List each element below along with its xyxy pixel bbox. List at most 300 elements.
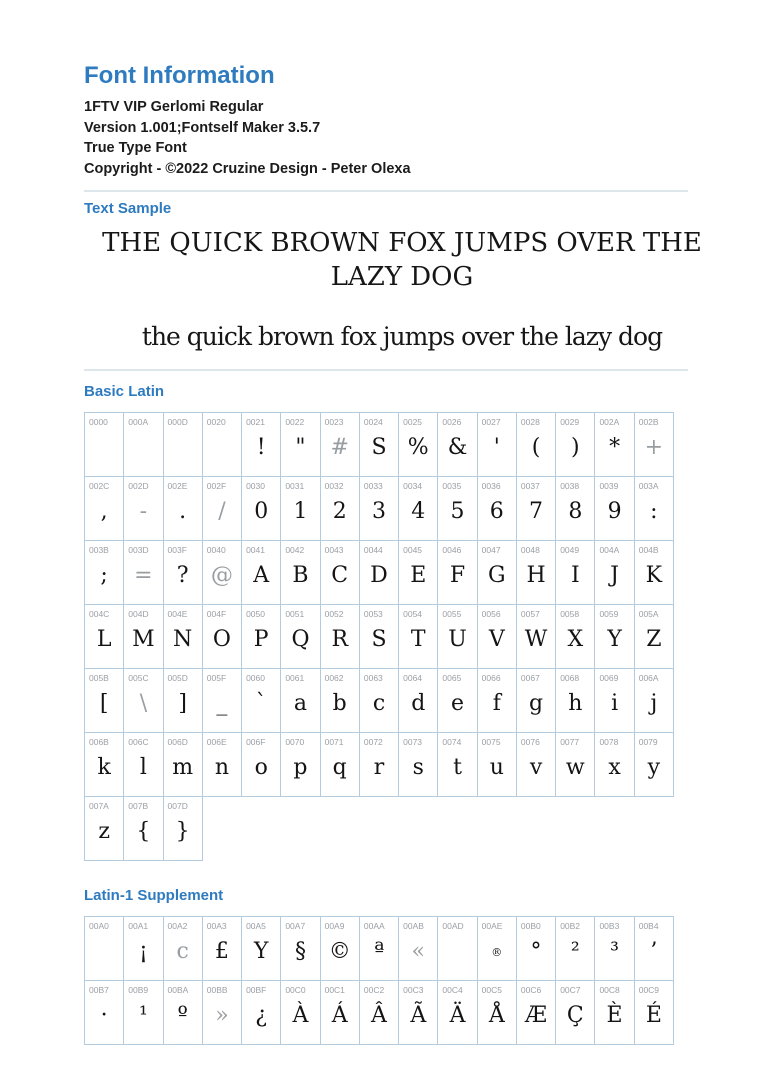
glyph-cell — [634, 412, 674, 477]
codepoint-label: 0021 — [246, 417, 265, 427]
glyph: § — [294, 939, 306, 964]
codepoint-label: 0070 — [285, 737, 305, 747]
codepoint-label: 0065 — [442, 673, 462, 683]
glyph-cell — [123, 916, 163, 981]
glyph-cell — [516, 732, 556, 797]
glyph-cell — [163, 604, 203, 669]
glyph-cell — [398, 916, 438, 981]
glyph: Â — [371, 1003, 387, 1028]
glyph-cell — [241, 916, 281, 981]
glyph: } — [175, 819, 190, 844]
glyph-row — [84, 796, 688, 861]
codepoint-label: 00A1 — [128, 921, 149, 931]
glyph-cell — [84, 916, 124, 981]
glyph: * — [609, 435, 621, 460]
glyph-cell — [320, 732, 360, 797]
codepoint-label: 0066 — [481, 673, 501, 683]
codepoint-label: 0045 — [403, 545, 423, 555]
glyph-cell — [84, 540, 124, 605]
glyph: Á — [331, 1003, 348, 1028]
glyph: K — [645, 563, 663, 588]
glyph-cell — [594, 916, 634, 981]
glyph: « — [411, 939, 425, 964]
glyph-row — [84, 412, 688, 477]
glyph-cell — [359, 604, 399, 669]
glyph-cell — [398, 980, 438, 1045]
codepoint-label: 0048 — [520, 545, 540, 555]
glyph: N — [173, 627, 193, 652]
glyph: È — [606, 1003, 623, 1028]
codepoint-label: 0069 — [599, 673, 619, 683]
codepoint-label: 002B — [638, 417, 659, 427]
codepoint-label: 00A0 — [89, 921, 109, 931]
glyph-row — [84, 668, 688, 733]
glyph: [ — [99, 691, 109, 716]
codepoint-label: 006B — [89, 737, 109, 747]
glyph: " — [295, 435, 306, 460]
glyph-cell — [516, 980, 556, 1045]
glyph-cell — [320, 604, 360, 669]
glyph-cell — [516, 540, 556, 605]
glyph: ! — [256, 435, 266, 460]
glyph-cell — [555, 412, 595, 477]
glyph: S — [371, 627, 387, 652]
glyph-cell — [477, 668, 517, 733]
glyph: I — [570, 563, 580, 588]
glyph-cell — [202, 732, 242, 797]
glyph-cell — [437, 476, 477, 541]
glyph-cell — [634, 540, 674, 605]
text-sample-uppercase: THE QUICK BROWN FOX JUMPS OVER THE LAZY DOG — [102, 228, 702, 292]
glyph-cell — [320, 540, 360, 605]
latin1-supplement-grid — [84, 916, 688, 1045]
glyph-cell — [241, 980, 281, 1045]
codepoint-label: 00A5 — [246, 921, 266, 931]
codepoint-label: 0060 — [246, 673, 265, 683]
codepoint-label: 00C9 — [638, 985, 660, 995]
glyph: ¿ — [255, 1003, 268, 1028]
glyph: Å — [488, 1003, 505, 1028]
codepoint-label: 004E — [167, 609, 188, 619]
glyph: ¹ — [138, 1003, 148, 1028]
glyph-cell — [516, 604, 556, 669]
codepoint-label: 00C5 — [481, 985, 502, 995]
text-sample-heading: Text Sample — [84, 200, 172, 217]
glyph: d — [411, 691, 426, 716]
codepoint-label: 0059 — [599, 609, 619, 619]
glyph: s — [412, 755, 424, 780]
glyph: e — [451, 691, 465, 716]
codepoint-label: 00B0 — [520, 921, 541, 931]
glyph-cell — [202, 916, 242, 981]
codepoint-label: 0032 — [324, 481, 344, 491]
glyph-cell — [594, 732, 634, 797]
glyph-cell — [280, 540, 320, 605]
glyph-cell — [84, 732, 124, 797]
glyph: + — [644, 435, 664, 460]
glyph-cell — [477, 412, 517, 477]
codepoint-label: 0025 — [403, 417, 423, 427]
glyph-cell — [84, 796, 124, 861]
glyph-cell — [555, 980, 595, 1045]
glyph-cell — [594, 540, 634, 605]
glyph: ; — [100, 563, 108, 588]
glyph-cell — [280, 916, 320, 981]
glyph-cell — [398, 604, 438, 669]
glyph: i — [611, 691, 619, 716]
glyph-cell — [241, 412, 281, 477]
codepoint-label: 0050 — [246, 609, 265, 619]
glyph-cell — [437, 980, 477, 1045]
glyph: º — [177, 1003, 188, 1028]
glyph: E — [410, 563, 427, 588]
glyph: l — [139, 755, 147, 780]
glyph: q — [332, 755, 347, 780]
glyph: # — [330, 435, 349, 460]
codepoint-label: 003A — [638, 481, 659, 491]
glyph: M — [132, 627, 155, 652]
glyph-cell — [202, 604, 242, 669]
codepoint-label: 004B — [638, 545, 659, 555]
glyph-cell — [516, 476, 556, 541]
glyph: { — [136, 819, 151, 844]
glyph-cell — [634, 668, 674, 733]
glyph-cell — [359, 540, 399, 605]
codepoint-label: 0052 — [324, 609, 344, 619]
glyph: 0 — [254, 499, 269, 524]
glyph-cell — [634, 604, 674, 669]
glyph: w — [565, 755, 585, 780]
glyph-cell — [163, 412, 203, 477]
glyph: \ — [139, 691, 148, 716]
glyph-cell — [555, 540, 595, 605]
codepoint-label: 0023 — [324, 417, 344, 427]
glyph-cell — [398, 732, 438, 797]
glyph: L — [96, 627, 112, 652]
glyph-cell — [123, 412, 163, 477]
codepoint-label: 007B — [128, 801, 149, 811]
codepoint-label: 005F — [206, 673, 227, 683]
codepoint-label: 0046 — [442, 545, 462, 555]
codepoint-label: 005D — [167, 673, 188, 683]
glyph: Q — [291, 627, 310, 652]
glyph-cell — [84, 604, 124, 669]
codepoint-label: 00AB — [403, 921, 424, 931]
glyph: 4 — [411, 499, 426, 524]
glyph: W — [524, 627, 548, 652]
text-sample-divider — [84, 369, 688, 371]
glyph: 6 — [489, 499, 504, 524]
codepoint-label: 0078 — [599, 737, 619, 747]
glyph-cell — [241, 476, 281, 541]
glyph: f — [492, 691, 501, 716]
codepoint-label: 0044 — [363, 545, 383, 555]
codepoint-label: 0074 — [442, 737, 462, 747]
text-sample-lowercase: the quick brown fox jumps over the lazy dog — [141, 322, 663, 351]
codepoint-label: 0053 — [363, 609, 383, 619]
glyph — [124, 427, 162, 476]
glyph: 5 — [450, 499, 465, 524]
codepoint-label: 002C — [89, 481, 110, 491]
codepoint-label: 0063 — [363, 673, 383, 683]
glyph: m — [172, 755, 194, 780]
glyph-cell — [163, 980, 203, 1045]
glyph-cell — [163, 732, 203, 797]
glyph-cell — [359, 980, 399, 1045]
glyph-cell — [555, 916, 595, 981]
glyph: g — [529, 691, 544, 716]
codepoint-label: 00B2 — [560, 921, 581, 931]
codepoint-label: 003B — [89, 545, 109, 555]
codepoint-label: 006E — [206, 737, 227, 747]
glyph: / — [218, 499, 226, 524]
codepoint-label: 00A2 — [167, 921, 188, 931]
glyph-cell — [398, 412, 438, 477]
glyph-cell — [398, 540, 438, 605]
codepoint-label: 0031 — [285, 481, 305, 491]
glyph: F — [449, 563, 466, 588]
codepoint-label: 00C2 — [363, 985, 385, 995]
codepoint-label: 0067 — [520, 673, 540, 683]
glyph-row — [84, 476, 688, 541]
codepoint-label: 006A — [638, 673, 659, 683]
glyph-cell — [163, 796, 203, 861]
glyph-cell — [359, 412, 399, 477]
codepoint-label: 0027 — [481, 417, 501, 427]
codepoint-label: 0022 — [285, 417, 305, 427]
page-title: Font Information — [84, 62, 275, 89]
codepoint-label: 00BB — [206, 985, 228, 995]
codepoint-label: 0020 — [206, 417, 226, 427]
glyph-cell — [359, 476, 399, 541]
codepoint-label: 00C8 — [599, 985, 620, 995]
glyph: 2 — [332, 499, 347, 524]
glyph: P — [253, 627, 269, 652]
glyph: ` — [255, 691, 267, 716]
glyph-cell — [202, 540, 242, 605]
codepoint-label: 00C4 — [442, 985, 463, 995]
codepoint-label: 0079 — [638, 737, 658, 747]
codepoint-label: 003D — [128, 545, 149, 555]
glyph-cell — [634, 980, 674, 1045]
glyph: a — [293, 691, 308, 716]
glyph-cell — [634, 476, 674, 541]
glyph: ' — [493, 435, 500, 460]
codepoint-label: 0077 — [560, 737, 580, 747]
codepoint-label: 007A — [89, 801, 109, 811]
glyph-cell — [280, 412, 320, 477]
codepoint-label: 0073 — [403, 737, 423, 747]
codepoint-label: 0057 — [520, 609, 540, 619]
codepoint-label: 006C — [128, 737, 149, 747]
codepoint-label: 006F — [246, 737, 266, 747]
glyph: ’ — [650, 939, 658, 964]
codepoint-label: 00A9 — [324, 921, 345, 931]
glyph-cell — [123, 980, 163, 1045]
glyph-cell — [555, 668, 595, 733]
codepoint-label: 0000 — [89, 417, 108, 427]
glyph: É — [645, 1003, 662, 1028]
glyph: · — [100, 1003, 108, 1028]
glyph-row — [84, 980, 688, 1045]
glyph-cell — [477, 916, 517, 981]
glyph: B — [292, 563, 309, 588]
glyph-cell — [437, 916, 477, 981]
codepoint-label: 00B9 — [128, 985, 149, 995]
codepoint-label: 00BA — [167, 985, 189, 995]
glyph-cell — [477, 540, 517, 605]
glyph-cell — [477, 476, 517, 541]
glyph-cell — [555, 604, 595, 669]
glyph: Ä — [449, 1003, 466, 1028]
glyph-cell — [398, 668, 438, 733]
codepoint-label: 0076 — [520, 737, 540, 747]
codepoint-label: 0075 — [481, 737, 501, 747]
basic-latin-grid — [84, 412, 688, 861]
glyph: À — [292, 1003, 309, 1028]
codepoint-label: 0043 — [324, 545, 344, 555]
glyph-cell — [123, 476, 163, 541]
glyph-cell — [280, 732, 320, 797]
glyph-cell — [320, 980, 360, 1045]
codepoint-label: 004F — [206, 609, 227, 619]
glyph: z — [98, 819, 110, 844]
glyph-cell — [437, 604, 477, 669]
glyph: T — [410, 627, 426, 652]
codepoint-label: 00C1 — [324, 985, 345, 995]
glyph: ) — [571, 435, 580, 460]
codepoint-label: 00AD — [442, 921, 464, 931]
latin1-supplement-heading: Latin-1 Supplement — [84, 887, 224, 904]
glyph-cell — [84, 476, 124, 541]
glyph: 7 — [529, 499, 544, 524]
codepoint-label: 0030 — [246, 481, 265, 491]
codepoint-label: 005A — [638, 609, 659, 619]
glyph: @ — [210, 563, 233, 588]
codepoint-label: 0072 — [363, 737, 383, 747]
glyph-cell — [84, 980, 124, 1045]
glyph-cell — [555, 476, 595, 541]
codepoint-label: 0054 — [403, 609, 423, 619]
glyph: ( — [531, 435, 541, 460]
glyph-cell — [634, 732, 674, 797]
glyph-row — [84, 604, 688, 669]
glyph-cell — [516, 412, 556, 477]
codepoint-label: 004C — [89, 609, 110, 619]
codepoint-label: 0029 — [560, 417, 580, 427]
glyph: 8 — [568, 499, 583, 524]
glyph: G — [488, 563, 506, 588]
glyph-cell — [594, 668, 634, 733]
codepoint-label: 00B3 — [599, 921, 620, 931]
glyph: ° — [530, 939, 542, 964]
glyph-cell — [594, 604, 634, 669]
glyph: n — [214, 755, 230, 780]
codepoint-label: 0037 — [520, 481, 540, 491]
glyph-cell — [163, 916, 203, 981]
codepoint-label: 006D — [167, 737, 188, 747]
codepoint-label: 00C3 — [403, 985, 424, 995]
glyph: % — [407, 435, 429, 460]
glyph: © — [328, 939, 351, 964]
glyph-cell — [594, 980, 634, 1045]
glyph-cell — [437, 732, 477, 797]
glyph-cell — [280, 476, 320, 541]
glyph-cell — [398, 476, 438, 541]
codepoint-label: 00A3 — [206, 921, 227, 931]
glyph — [85, 931, 123, 980]
glyph-cell — [280, 604, 320, 669]
glyph-cell — [320, 476, 360, 541]
codepoint-label: 002E — [167, 481, 188, 491]
glyph: ² — [570, 939, 580, 964]
glyph: c — [372, 691, 386, 716]
codepoint-label: 002F — [206, 481, 227, 491]
codepoint-label: 00B4 — [638, 921, 659, 931]
glyph-cell — [84, 412, 124, 477]
basic-latin-heading: Basic Latin — [84, 383, 165, 400]
glyph-cell — [516, 668, 556, 733]
glyph: r — [373, 755, 385, 780]
glyph: - — [139, 499, 148, 524]
glyph: c — [176, 939, 189, 964]
glyph: ] — [178, 691, 187, 716]
glyph-cell — [202, 668, 242, 733]
glyph: ? — [176, 563, 189, 588]
glyph: = — [134, 563, 153, 588]
glyph: j — [650, 691, 658, 716]
glyph-cell — [280, 980, 320, 1045]
glyph: C — [331, 563, 349, 588]
glyph-cell — [594, 476, 634, 541]
glyph: Æ — [525, 1003, 548, 1028]
glyph-cell — [123, 732, 163, 797]
glyph: Z — [646, 627, 662, 652]
codepoint-label: 0040 — [206, 545, 226, 555]
codepoint-label: 005C — [128, 673, 149, 683]
glyph-cell — [359, 916, 399, 981]
codepoint-label: 00C6 — [520, 985, 542, 995]
glyph: A — [253, 563, 270, 588]
glyph: p — [293, 755, 308, 780]
glyph — [203, 427, 241, 476]
codepoint-label: 00A7 — [285, 921, 306, 931]
glyph: _ — [216, 691, 228, 716]
codepoint-label: 0036 — [481, 481, 501, 491]
codepoint-label: 00BF — [246, 985, 267, 995]
glyph-cell — [123, 668, 163, 733]
glyph-cell — [241, 540, 281, 605]
glyph-cell — [163, 668, 203, 733]
codepoint-label: 007D — [167, 801, 188, 811]
glyph: ® — [491, 945, 503, 959]
codepoint-label: 004A — [599, 545, 620, 555]
codepoint-label: 004D — [128, 609, 149, 619]
font-copyright: Copyright - ©2022 Cruzine Design - Peter Olexa — [84, 160, 411, 177]
glyph-cell — [202, 476, 242, 541]
font-version: Version 1.001;Fontself Maker 3.5.7 — [84, 119, 321, 136]
glyph-cell — [437, 540, 477, 605]
glyph-cell — [516, 916, 556, 981]
glyph: 9 — [607, 499, 622, 524]
glyph: v — [529, 755, 543, 780]
codepoint-label: 00C0 — [285, 985, 306, 995]
font-name: 1FTV VIP Gerlomi Regular — [84, 99, 264, 115]
glyph-cell — [163, 540, 203, 605]
glyph: H — [526, 563, 546, 588]
glyph: S — [371, 435, 387, 460]
glyph: » — [215, 1003, 229, 1028]
